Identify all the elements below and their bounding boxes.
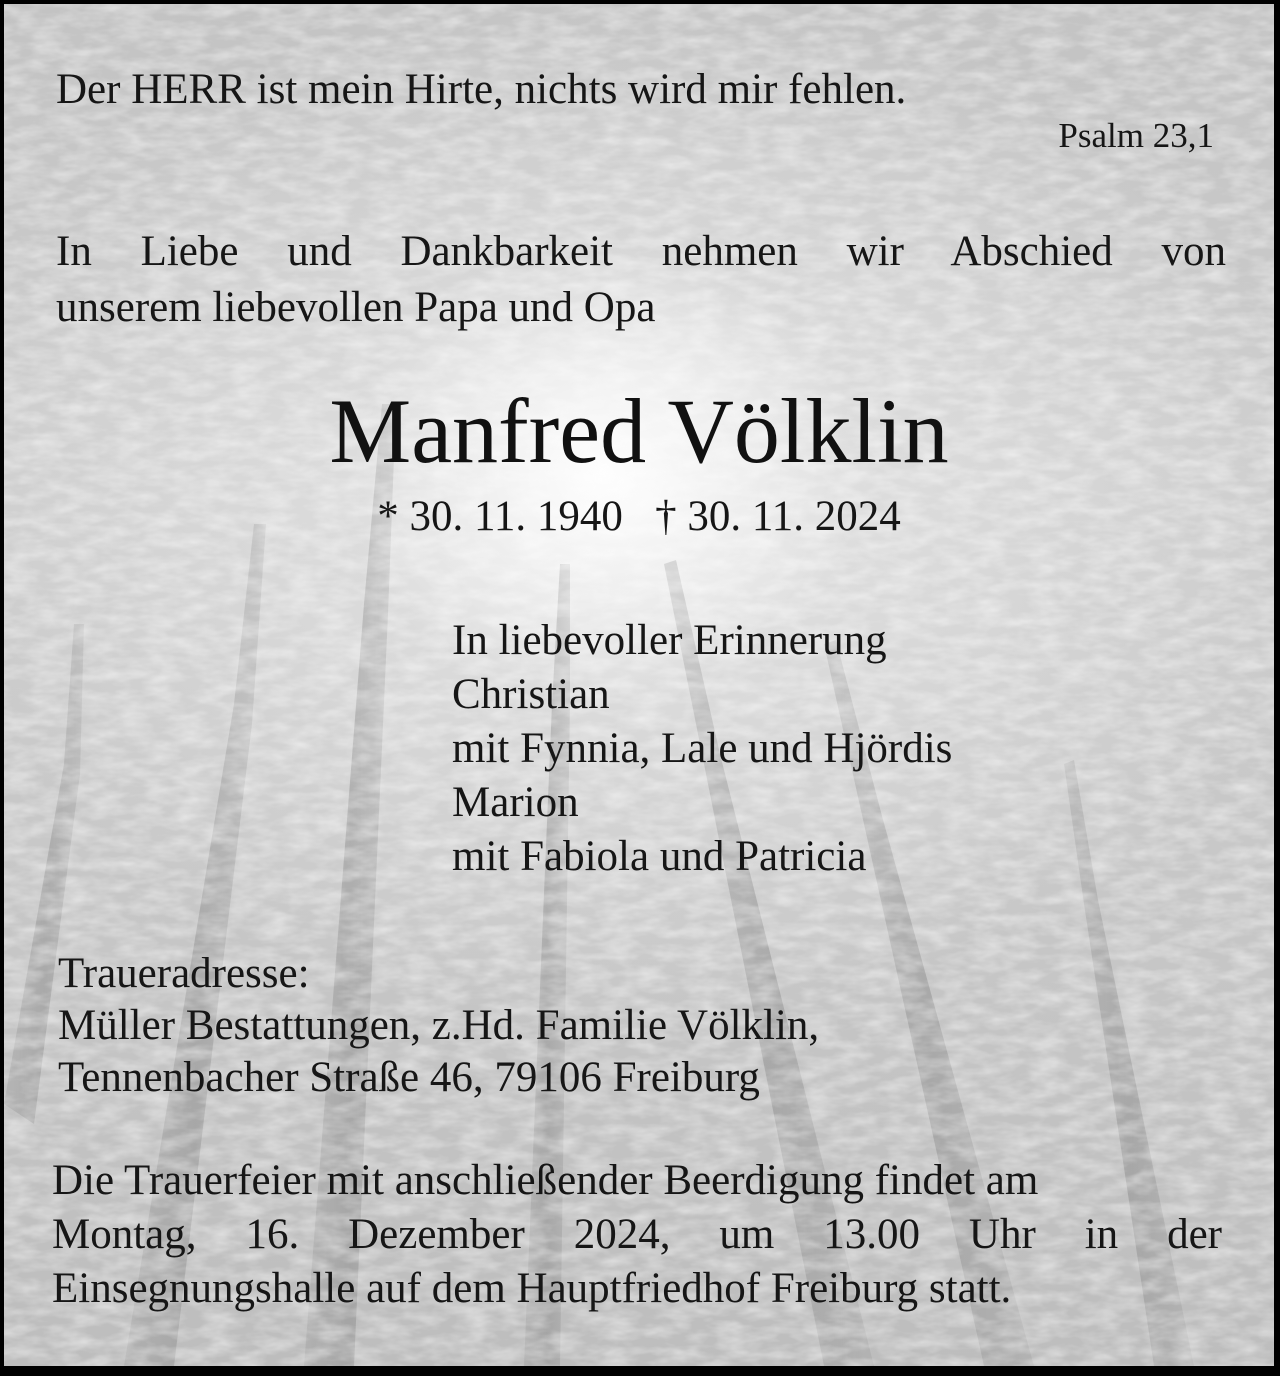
address-line-2: Tennenbacher Straße 46, 79106 Freiburg [58, 1054, 760, 1101]
intro-line-1: In Liebe und Dankbarkeit nehmen wir Abschied von [56, 228, 1226, 275]
ceremony-line-3: Einsegnungshalle auf dem Hauptfriedhof Freiburg statt. [52, 1265, 1012, 1312]
psalm-quote: Der HERR ist mein Hirte, nichts wird mir fehlen. [56, 66, 907, 113]
psalm-reference: Psalm 23,1 [1058, 116, 1214, 155]
ceremony-line-1: Die Trauerfeier mit anschließender Beerdigung findet am [52, 1157, 1039, 1204]
mourning-address [58, 948, 819, 1104]
mourner-line: mit Fynnia, Lale und Hjördis [452, 725, 953, 772]
mourners-heading: In liebevoller Erinnerung [452, 617, 887, 664]
ceremony-line-2: Montag, 16. Dezember 2024, um 13.00 Uhr in der [52, 1211, 1222, 1258]
mourner-line: Christian [452, 671, 610, 718]
mourner-line: mit Fabiola und Patricia [452, 833, 867, 880]
obituary-notice [4, 4, 1274, 1366]
address-line-1: Müller Bestattungen, z.Hd. Familie Völklin, [58, 1002, 820, 1049]
mourner-line: Marion [452, 779, 579, 826]
life-dates: * 30. 11. 1940 † 30. 11. 2024 [377, 493, 901, 540]
deceased-name: Manfred Völklin [329, 380, 949, 482]
mourners-block [452, 614, 952, 884]
intro-line-2: unserem liebevollen Papa und Opa [56, 284, 656, 331]
address-label: Traueradresse: [58, 950, 310, 997]
